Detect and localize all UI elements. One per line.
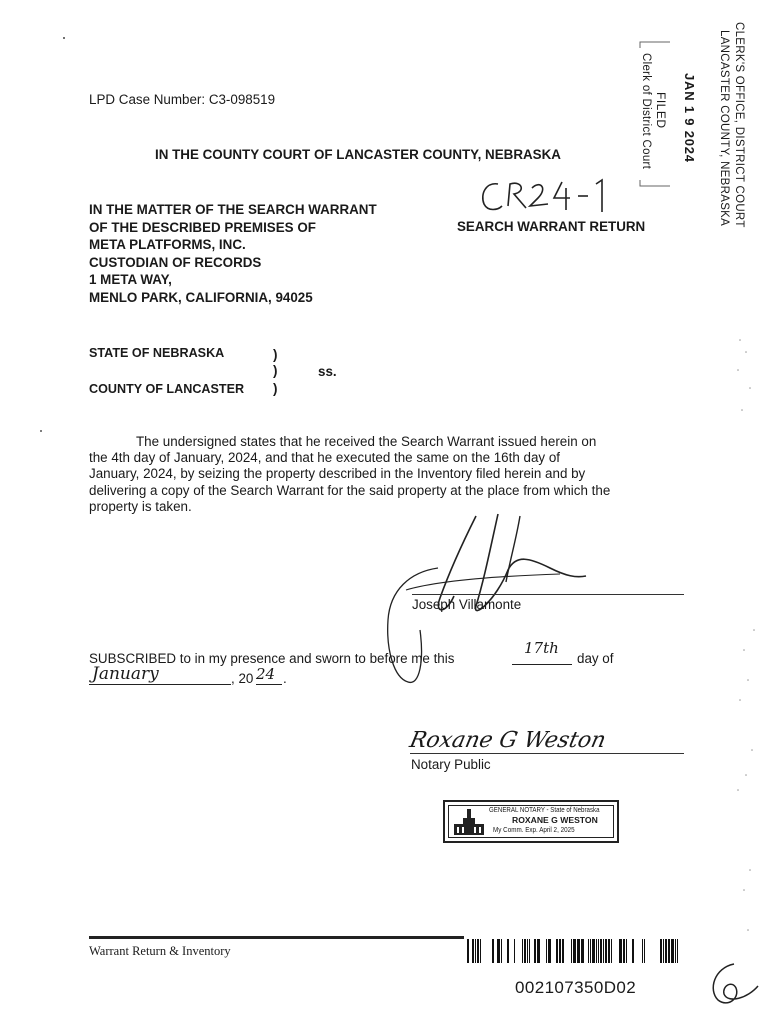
barcode-bar (660, 939, 662, 963)
barcode-bar (573, 939, 576, 963)
venue-bracket: ) (273, 363, 278, 378)
barcode-bar (522, 939, 523, 963)
filed-stamp-date: JAN 1 9 2024 (682, 73, 697, 163)
barcode-bar (590, 939, 591, 963)
jurat-month-underline (89, 684, 231, 685)
footer-label: Warrant Return & Inventory (89, 944, 231, 958)
court-heading: IN THE COUNTY COURT OF LANCASTER COUNTY, NEBRASKA (155, 147, 561, 162)
barcode-bar (514, 939, 515, 963)
barcode-bar (507, 939, 509, 963)
barcode-bar (501, 939, 502, 963)
barcode-bar (472, 939, 474, 963)
clerk-office-line2: LANCASTER COUNTY, NEBRASKA (718, 30, 730, 227)
jurat-day-underline (512, 664, 572, 665)
barcode-bar (675, 939, 676, 963)
filed-stamp-clerk: Clerk of District Court (640, 53, 652, 170)
filed-stamp-filed: FILED (654, 92, 668, 129)
barcode-bar (467, 939, 469, 963)
barcode-bar (537, 939, 540, 963)
barcode-bar (611, 939, 612, 963)
venue-state: STATE OF NEBRASKA (89, 346, 225, 360)
caption-line: META PLATFORMS, INC. (89, 237, 246, 252)
body-line: delivering a copy of the Search Warrant for the said property at the place from which the (89, 482, 611, 498)
barcode-bar (556, 939, 558, 963)
barcode-bar (592, 939, 595, 963)
barcode-bar (477, 939, 479, 963)
barcode-bar (605, 939, 607, 963)
jurat-period: . (283, 671, 287, 686)
venue-bracket: ) (273, 347, 278, 362)
jurat-year-suffix: 24 (256, 665, 276, 683)
barcode-bar (562, 939, 564, 963)
notary-signature: Roxane G Weston (407, 728, 609, 753)
jurat-month: January (92, 664, 159, 684)
seal-line: ROXANE G WESTON (512, 815, 598, 825)
clerk-office-line1: CLERK'S OFFICE, DISTRICT COURT (733, 22, 745, 228)
barcode-bar (608, 939, 610, 963)
barcode-bar (534, 939, 536, 963)
barcode-bar (577, 939, 580, 963)
barcode (467, 939, 685, 963)
barcode-bar (619, 939, 622, 963)
caption-line: MENLO PARK, CALIFORNIA, 94025 (89, 289, 313, 305)
jurat-prefix: SUBSCRIBED to in my presence and sworn to before me this (89, 651, 455, 666)
affiant-signature-line (412, 594, 684, 595)
barcode-bar (663, 939, 664, 963)
notary-seal (443, 800, 619, 843)
barcode-bar (571, 939, 572, 963)
body-line: property is taken. (89, 498, 192, 514)
barcode-bar (626, 939, 627, 963)
venue-bracket: ) (273, 381, 278, 396)
venue-county: COUNTY OF LANCASTER (89, 382, 245, 396)
document-number: 002107350D02 (515, 978, 637, 997)
jurat-day-suffix: day of (577, 651, 614, 666)
barcode-bar (480, 939, 481, 963)
body-line: January, 2024, by seizing the property described in the Inventory filed herein and by (89, 466, 586, 482)
barcode-bar (642, 939, 643, 963)
caption (89, 201, 377, 306)
barcode-bar (623, 939, 625, 963)
barcode-bar (559, 939, 561, 963)
jurat-year-prefix: , 20 (231, 671, 254, 686)
seal-line: GENERAL NOTARY - State of Nebraska (489, 805, 600, 814)
affiant-name: Joseph Villamonte (412, 597, 522, 612)
caption-line: CUSTODIAN OF RECORDS (89, 254, 262, 270)
barcode-bar (668, 939, 670, 963)
barcode-bar (475, 939, 476, 963)
barcode-bar (598, 939, 599, 963)
caption-line: 1 META WAY, (89, 272, 172, 287)
caption-line: IN THE MATTER OF THE SEARCH WARRANT (89, 202, 377, 217)
jurat-day: 17th (524, 639, 559, 657)
notary-title: Notary Public (411, 757, 491, 772)
barcode-bar (600, 939, 602, 963)
barcode-bar (546, 939, 547, 963)
barcode-bar (548, 939, 551, 963)
barcode-bar (497, 939, 500, 963)
barcode-bar (524, 939, 526, 963)
stamp-border-marks (630, 40, 680, 190)
caption-line: OF THE DESCRIBED PREMISES OF (89, 219, 316, 235)
barcode-bar (527, 939, 528, 963)
body-paragraph (89, 434, 610, 515)
scan-speck (40, 430, 42, 432)
barcode-bar (677, 939, 678, 963)
venue-ss: ss. (318, 364, 337, 379)
barcode-bar (529, 939, 530, 963)
barcode-bar (665, 939, 667, 963)
capitol-building-icon (452, 808, 486, 838)
body-line: the 4th day of January, 2024, and that he executed the same on the 16th day of (89, 450, 560, 466)
barcode-bar (492, 939, 494, 963)
seal-line: My Comm. Exp. April 2, 2025 (493, 825, 575, 834)
barcode-bar (588, 939, 589, 963)
scan-noise (732, 330, 762, 1020)
barcode-bar (596, 939, 597, 963)
document-title: SEARCH WARRANT RETURN (457, 219, 646, 234)
case-number: LPD Case Number: C3-098519 (89, 92, 276, 107)
barcode-bar (581, 939, 584, 963)
notary-signature-line (410, 753, 684, 754)
barcode-bar (603, 939, 604, 963)
barcode-bar (644, 939, 645, 963)
body-line: The undersigned states that he received the Search Warrant issued herein on (136, 434, 597, 449)
jurat-year-underline (256, 684, 282, 685)
handwritten-case-number (478, 176, 618, 218)
footer-rule (89, 936, 464, 939)
barcode-bar (632, 939, 634, 963)
barcode-bar (671, 939, 674, 963)
scan-speck (63, 37, 65, 39)
